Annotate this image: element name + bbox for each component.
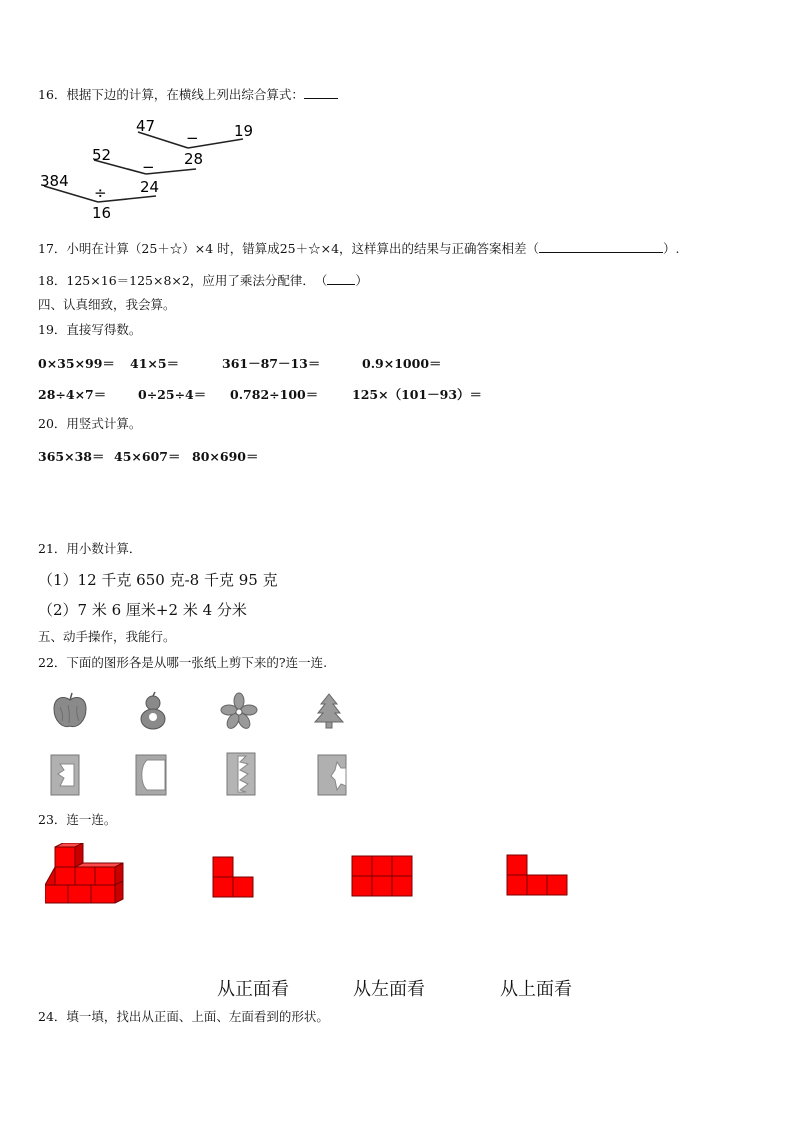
apple-icon[interactable]	[50, 691, 90, 731]
q17-text: 17．小明在计算（25＋☆）×4 时，错算成25＋☆×4，这样算出的结果与正确答案相差（ ）.	[38, 241, 680, 256]
paper-cut-4[interactable]	[317, 754, 347, 796]
tree-num-19: 19	[234, 122, 254, 140]
q21-text: 21．用小数计算．	[38, 541, 142, 556]
q16-text: 16．根据下边的计算，在横线上列出综合算式：	[38, 86, 338, 103]
tree-icon[interactable]	[312, 692, 346, 730]
q19-r1-c3: 361－87－13＝	[222, 356, 321, 371]
view-3x2-grid[interactable]	[351, 855, 413, 897]
q16-answer-blank[interactable]	[304, 86, 338, 99]
q23-text: 23．连一连。	[38, 812, 117, 827]
tree-num-24: 24	[140, 178, 160, 196]
q19-r2-c4: 125×（101－93）＝	[352, 387, 483, 402]
q19-r2-c2: 0÷25÷4＝	[138, 387, 207, 402]
q21-part-1: （1）12 千克 650 克-8 千克 95 克	[38, 571, 278, 589]
q19-r2-c3: 0.782÷100＝	[230, 387, 319, 402]
tree-num-52: 52	[92, 146, 112, 164]
caption-top-view: 从上面看	[500, 979, 572, 1000]
q19-r2-c1: 28÷4×7＝	[38, 387, 107, 402]
tree-num-47: 47	[136, 117, 156, 135]
cube-structure-3d[interactable]	[45, 843, 129, 905]
q20-item-2: 45×607＝	[114, 449, 181, 464]
q18-answer-blank[interactable]	[327, 272, 355, 285]
tree-num-28: 28	[184, 150, 204, 168]
tree-op-minus-1: −	[186, 129, 199, 147]
section-4-title: 四、认真细致，我会算。	[38, 297, 176, 312]
q19-r1-c2: 41×5＝	[130, 356, 180, 371]
tree-op-minus-2: −	[142, 158, 155, 176]
q16-calc-tree	[38, 112, 298, 222]
tree-op-divide: ÷	[94, 184, 107, 202]
gourd-icon[interactable]	[136, 691, 170, 731]
q19-text: 19．直接写得数。	[38, 322, 142, 337]
q20-text: 20．用竖式计算。	[38, 416, 142, 431]
q20-item-3: 80×690＝	[192, 449, 259, 464]
q20-item-1: 365×38＝	[38, 449, 105, 464]
caption-left-view: 从左面看	[353, 979, 425, 1000]
paper-cut-3[interactable]	[226, 752, 256, 796]
section-5-title: 五、动手操作，我能行。	[38, 629, 176, 644]
flower-icon[interactable]	[220, 692, 258, 730]
paper-cut-1[interactable]	[50, 754, 80, 796]
view-l-shape[interactable]	[212, 856, 254, 898]
q22-text: 22．下面的图形各是从哪一张纸上剪下来的?连一连.	[38, 655, 328, 670]
tree-line-6	[98, 196, 156, 202]
q17-answer-blank[interactable]	[539, 240, 663, 253]
tree-num-384: 384	[40, 172, 69, 190]
q18-text: 18．125×16＝125×8×2，应用了乘法分配律． （ ）	[38, 273, 368, 288]
q19-r1-c4: 0.9×1000＝	[362, 356, 442, 371]
caption-front-view: 从正面看	[217, 979, 289, 1000]
paper-cut-2[interactable]	[135, 754, 167, 796]
tree-num-16: 16	[92, 204, 112, 222]
view-long-l-shape[interactable]	[506, 854, 568, 896]
q19-r1-c1: 0×35×99＝	[38, 356, 115, 371]
q21-part-2: （2）7 米 6 厘米+2 米 4 分米	[38, 601, 247, 619]
q24-text: 24．填一填，找出从正面、上面、左面看到的形状。	[38, 1009, 329, 1024]
